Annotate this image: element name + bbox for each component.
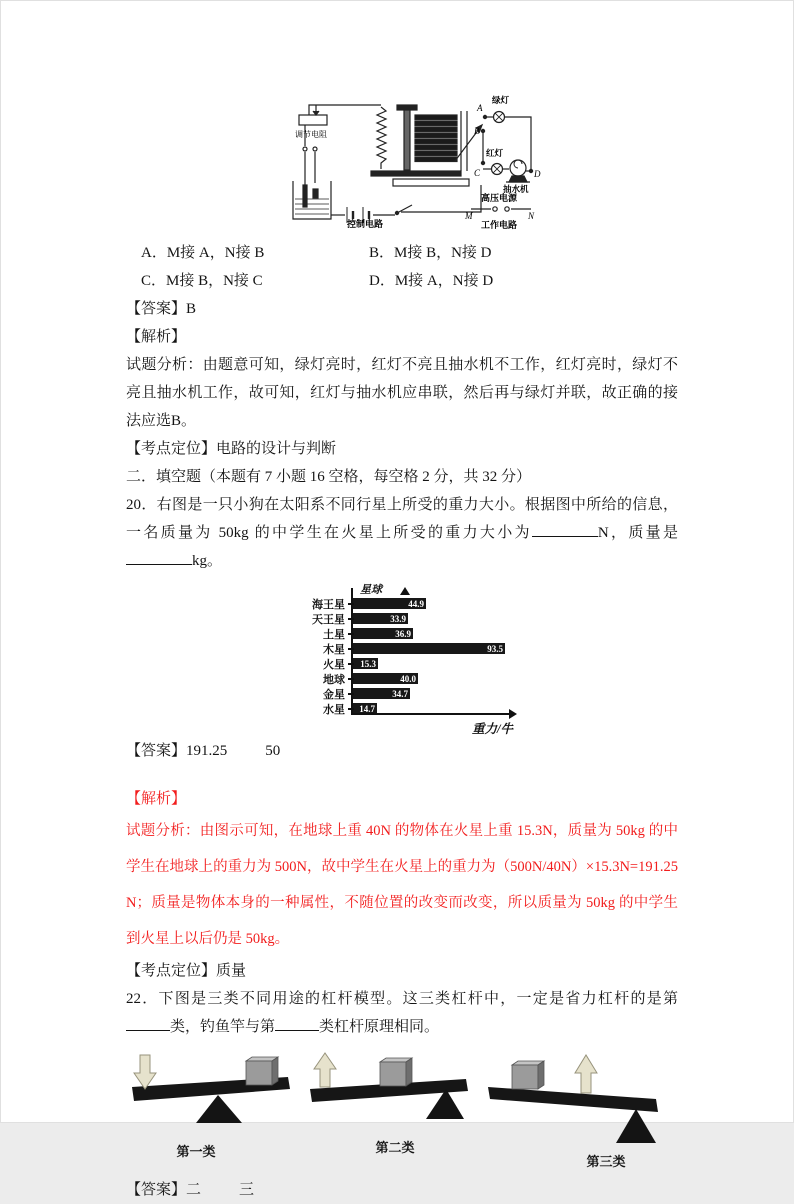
q20-text xyxy=(126,491,678,575)
chart-row xyxy=(298,671,505,686)
chart-bar-value: 34.7 xyxy=(392,688,408,699)
lever-2-load-cube xyxy=(380,1058,412,1086)
node-c-label: C xyxy=(474,168,481,178)
y-axis-arrow-icon xyxy=(400,587,410,595)
chart-category-label: 天王星 xyxy=(312,613,345,626)
node-m-label: M xyxy=(465,211,473,221)
q19-kaodian: 【考点定位】电路的设计与判断 xyxy=(126,441,337,457)
lever-1-svg xyxy=(126,1049,301,1141)
lever-1-caption: 第一类 xyxy=(176,1144,216,1159)
chart-category-label: 木星 xyxy=(323,643,345,656)
chart-row xyxy=(298,596,505,611)
chart-bar xyxy=(353,628,413,639)
chart-x-axis-label: 重力/牛 xyxy=(472,722,513,736)
q22-text-part3: 类杠杆原理相同。 xyxy=(319,1019,440,1035)
node-a-label: A xyxy=(477,103,483,113)
q20-blank-2 xyxy=(126,550,192,565)
lever-3-force-arrow-up-icon xyxy=(575,1055,597,1093)
red-lamp-label: 红灯 xyxy=(486,148,504,158)
q20-analysis: 试题分析：由图示可知，在地球上重 40N 的物体在火星上重 15.3N，质量为 50kg 的中学生在地球上的重力为 500N，故中学生在火星上的重力为（500N/40N）×15.3N=191.25 N；质量是物体本身的一种属性，不随位置的改变而改变，所以质量为 50kg 的中学生到火星上以后仍是 50kg。 xyxy=(126,823,678,947)
circuit-diagram-figure xyxy=(284,91,542,231)
bar-chart-rows xyxy=(298,596,505,716)
q22-text-part1: 22．下图是三类不同用途的杠杆模型。这三类杠杆中，一定是省力杠杆的是第 xyxy=(126,991,678,1007)
chart-row xyxy=(298,611,505,626)
chart-row xyxy=(298,686,505,701)
q22-answer-label: 【答案】 xyxy=(126,1182,187,1198)
adjustable-resistor-symbol xyxy=(299,105,327,125)
lever-1-force-arrow-down-icon xyxy=(134,1055,156,1089)
spring-symbol xyxy=(377,107,386,169)
q19-analysis: 试题分析：由题意可知，绿灯亮时，红灯不亮且抽水机不工作，红灯亮时，绿灯不亮且抽水机工作，故可知，红灯与抽水机应串联，然后再与绿灯并联，故正确的接法应选B。 xyxy=(126,357,678,429)
page-content xyxy=(126,91,678,1204)
node-n-label: N xyxy=(528,211,535,221)
hv-supply-label: 高压电源 xyxy=(481,193,518,203)
q22-answer-value-1: 二 xyxy=(186,1182,202,1198)
section-header: 二．填空题（本题有 7 小题 16 空格，每空格 2 分，共 32 分） xyxy=(126,469,532,485)
q20-answer-label: 【答案】 xyxy=(126,743,187,759)
chart-category-label: 金星 xyxy=(323,688,345,701)
q22-blank-1 xyxy=(126,1016,170,1031)
pump-label: 抽水机 xyxy=(503,184,529,194)
chart-bar-value: 33.9 xyxy=(390,613,406,624)
green-lamp-symbol xyxy=(494,112,505,123)
q19-options xyxy=(126,239,678,295)
lever-3-load-cube xyxy=(512,1061,544,1089)
q19-option-c: C．M接 B，N接 C xyxy=(141,273,263,289)
chart-bar xyxy=(353,643,505,654)
chart-bar xyxy=(353,673,418,684)
chart-category-label: 火星 xyxy=(323,658,345,671)
q22-text-part2: 类，钓鱼竿与第 xyxy=(170,1019,276,1035)
lever-3-caption: 第三类 xyxy=(586,1154,626,1169)
chart-category-label: 土星 xyxy=(323,628,345,641)
chart-row xyxy=(298,656,505,671)
q19-option-a: A．M接 A，N接 B xyxy=(141,245,265,261)
q20-answer-value-1: 191.25 xyxy=(186,743,228,759)
lever-figures xyxy=(126,1049,678,1170)
chart-bar-value: 40.0 xyxy=(400,673,416,684)
chart-row xyxy=(298,626,505,641)
q19-answer: 【答案】B xyxy=(126,301,197,317)
q22-blank-2 xyxy=(275,1016,319,1031)
lever-2-caption: 第二类 xyxy=(375,1140,415,1155)
gravity-bar-chart xyxy=(298,583,523,735)
q20-text-part2: N，质量是 xyxy=(597,525,678,541)
chart-category-label: 水星 xyxy=(323,703,345,716)
lever-1-load-cube xyxy=(246,1057,278,1085)
q22-answer-value-2: 三 xyxy=(239,1182,255,1198)
lever-2-svg xyxy=(306,1049,478,1137)
green-lamp-label: 绿灯 xyxy=(492,95,510,105)
chart-bar-value: 15.3 xyxy=(360,658,376,669)
red-lamp-symbol xyxy=(492,164,503,175)
lever-3-plank xyxy=(488,1087,658,1112)
switch-contact xyxy=(395,205,412,215)
q19-analysis-header: 【解析】 xyxy=(126,329,187,345)
q20-kaodian: 【考点定位】质量 xyxy=(126,963,247,979)
q20-blank-1 xyxy=(532,522,598,537)
node-b-label: B xyxy=(474,126,480,136)
chart-bar xyxy=(353,598,426,609)
chart-bar-value: 36.9 xyxy=(395,628,411,639)
circuit-diagram-svg xyxy=(284,91,542,231)
lever-2-force-arrow-up-icon xyxy=(314,1053,336,1087)
lever-3-svg xyxy=(484,1049,674,1151)
lever-figure-2 xyxy=(306,1049,484,1156)
chart-category-label: 海王星 xyxy=(312,598,345,611)
electrolyte-beaker xyxy=(293,181,331,219)
electromagnet-coil xyxy=(371,105,469,186)
chart-row xyxy=(298,641,505,656)
lever-3-fulcrum-icon xyxy=(616,1109,656,1143)
q22-answer xyxy=(126,1176,678,1204)
q20-answer-value-2: 50 xyxy=(265,743,281,759)
q19-option-d: D．M接 A，N接 D xyxy=(369,273,494,289)
chart-bar xyxy=(353,613,408,624)
q22-text xyxy=(126,985,678,1041)
node-d-label: D xyxy=(534,169,541,179)
q20-text-part1: 20．右图是一只小狗在太阳系不同行星上所受的重力大小。根据图中所给的信息，一名质量为 50kg 的中学生在火星上所受的重力大小为 xyxy=(126,497,678,541)
lever-1-fulcrum-icon xyxy=(196,1095,242,1123)
q19-option-b: B．M接 B，N接 D xyxy=(369,245,492,261)
chart-bar-value: 44.9 xyxy=(408,598,424,609)
control-circuit-label: 控制电路 xyxy=(347,219,384,229)
chart-bar-value: 93.5 xyxy=(487,643,503,654)
q20-text-part3: kg。 xyxy=(192,553,223,569)
work-circuit-label: 工作电路 xyxy=(481,220,518,230)
lever-figure-3 xyxy=(484,1049,678,1170)
lever-figure-1 xyxy=(126,1049,306,1160)
q20-answer xyxy=(126,737,678,765)
hv-terminals xyxy=(471,207,531,211)
chart-y-axis-label: 星球 xyxy=(360,584,382,596)
chart-bar xyxy=(353,658,378,669)
x-axis-arrow-icon xyxy=(509,709,517,719)
q20-analysis-header: 【解析】 xyxy=(126,791,187,807)
chart-x-axis xyxy=(351,713,509,715)
adjustable-resistor-label: 调节电阻 xyxy=(295,130,327,139)
chart-category-label: 地球 xyxy=(323,673,345,686)
chart-bar-value: 14.7 xyxy=(359,703,375,714)
chart-bar xyxy=(353,688,410,699)
